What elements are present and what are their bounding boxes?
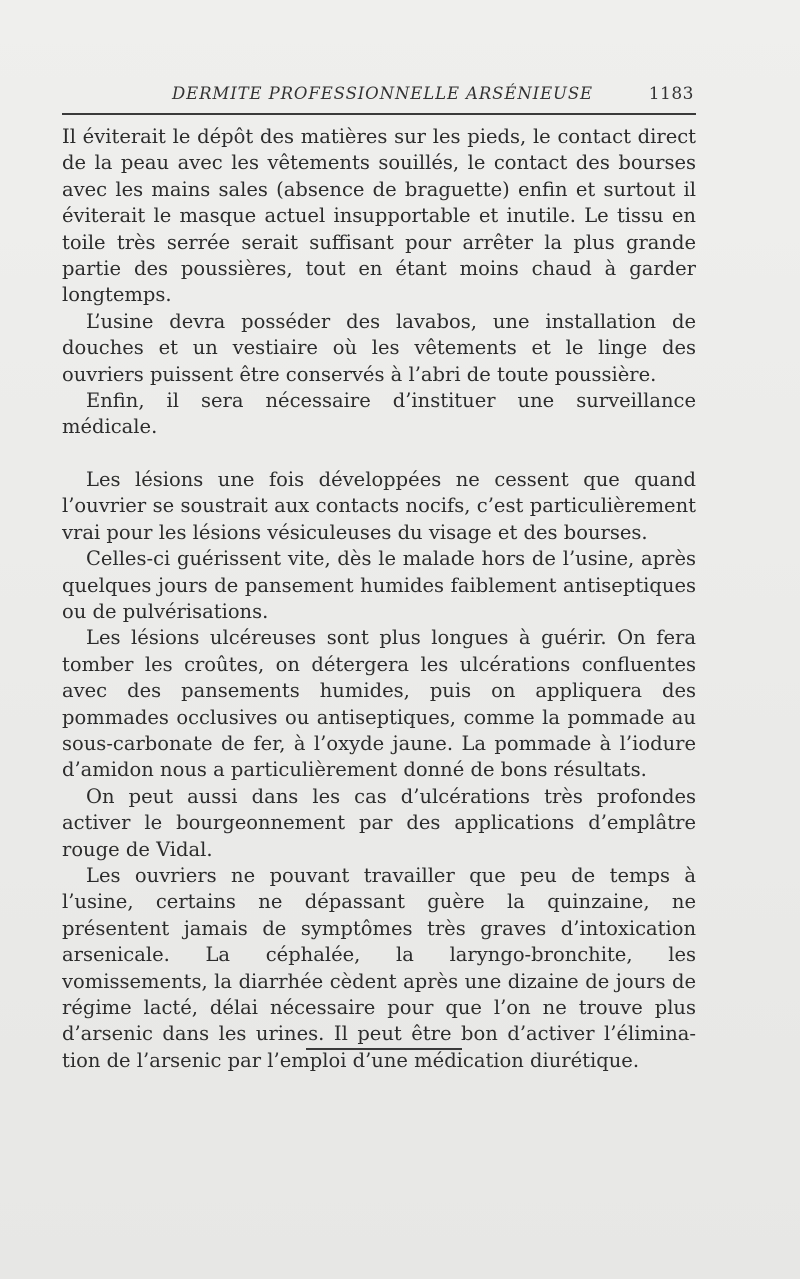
body-text [62,124,696,1074]
paragraph: Enfin, il sera nécessaire d’instituer une surveillance médicale. [62,389,696,439]
paragraph: On peut aussi dans les cas d’ulcérations très profondes activer le bourgeonnement par des applications d’emplâtre rouge de Vidal. [62,784,696,861]
paragraph: Il éviterait le dépôt des matières sur les pieds, le contact direct de la peau avec les vêtements souillés, le contact des bourses avec les mains sales (absence de braguette) enfin et surtout il éviterait le masque actuel insupportable et inutile. Le tissu en toile très serrée serait suffisant pour arrêter la plus grande partie des poussières, tout en étant moins chaud à garder longtemps. [62,125,696,307]
header-rule [62,113,696,115]
end-rule [306,1048,462,1050]
paragraph: Les lésions une fois développées ne cessent que quand l’ouvrier se soustrait aux contacts nocifs, c’est particulièrement vrai pour les lésions vésiculeuses du visage et des bourses. [62,467,696,544]
page-header [62,84,696,108]
paragraph: Les ouvriers ne pouvant travailler que peu de temps à l’usine, certains ne dépassant guère la quinzaine, ne présentent jamais de symptômes très graves d’intoxication arsenicale. La céphalée, la laryngo-bronchite, les vomissements, la diarrhée cèdent après une dizaine de jours de régime lacté, délai nécessaire pour que l’on ne trouve plus d’arsenic dans les urines. Il peut être bon d’activer l’élimination de l’arsenic par l’emploi d’une médication diurétique. [62,863,696,1072]
running-title: DERMITE PROFESSIONNELLE ARSÉNIEUSE [172,84,593,103]
paragraph: L’usine devra posséder des lavabos, une installation de douches et un vestiaire où les vêtements et le linge des ouvriers puissent être conservés à l’abri de toute poussière. [62,309,696,386]
paragraph: Celles-ci guérissent vite, dès le malade hors de l’usine, après quelques jours de pansement humides faiblement antiseptiques ou de pulvérisations. [62,547,696,623]
page-number: 1183 [648,84,694,104]
paragraph: Les lésions ulcéreuses sont plus longues à guérir. On fera tomber les croûtes, on détergera les ulcérations confluentes avec des pansements humides, puis on appliquera des pommades occlusives ou antiseptiques, comme la pommade au sous-carbonate de fer, à l’oxyde jaune. La pommade à l’iodure d’amidon nous a particulièrement donné de bons résultats. [62,626,696,782]
